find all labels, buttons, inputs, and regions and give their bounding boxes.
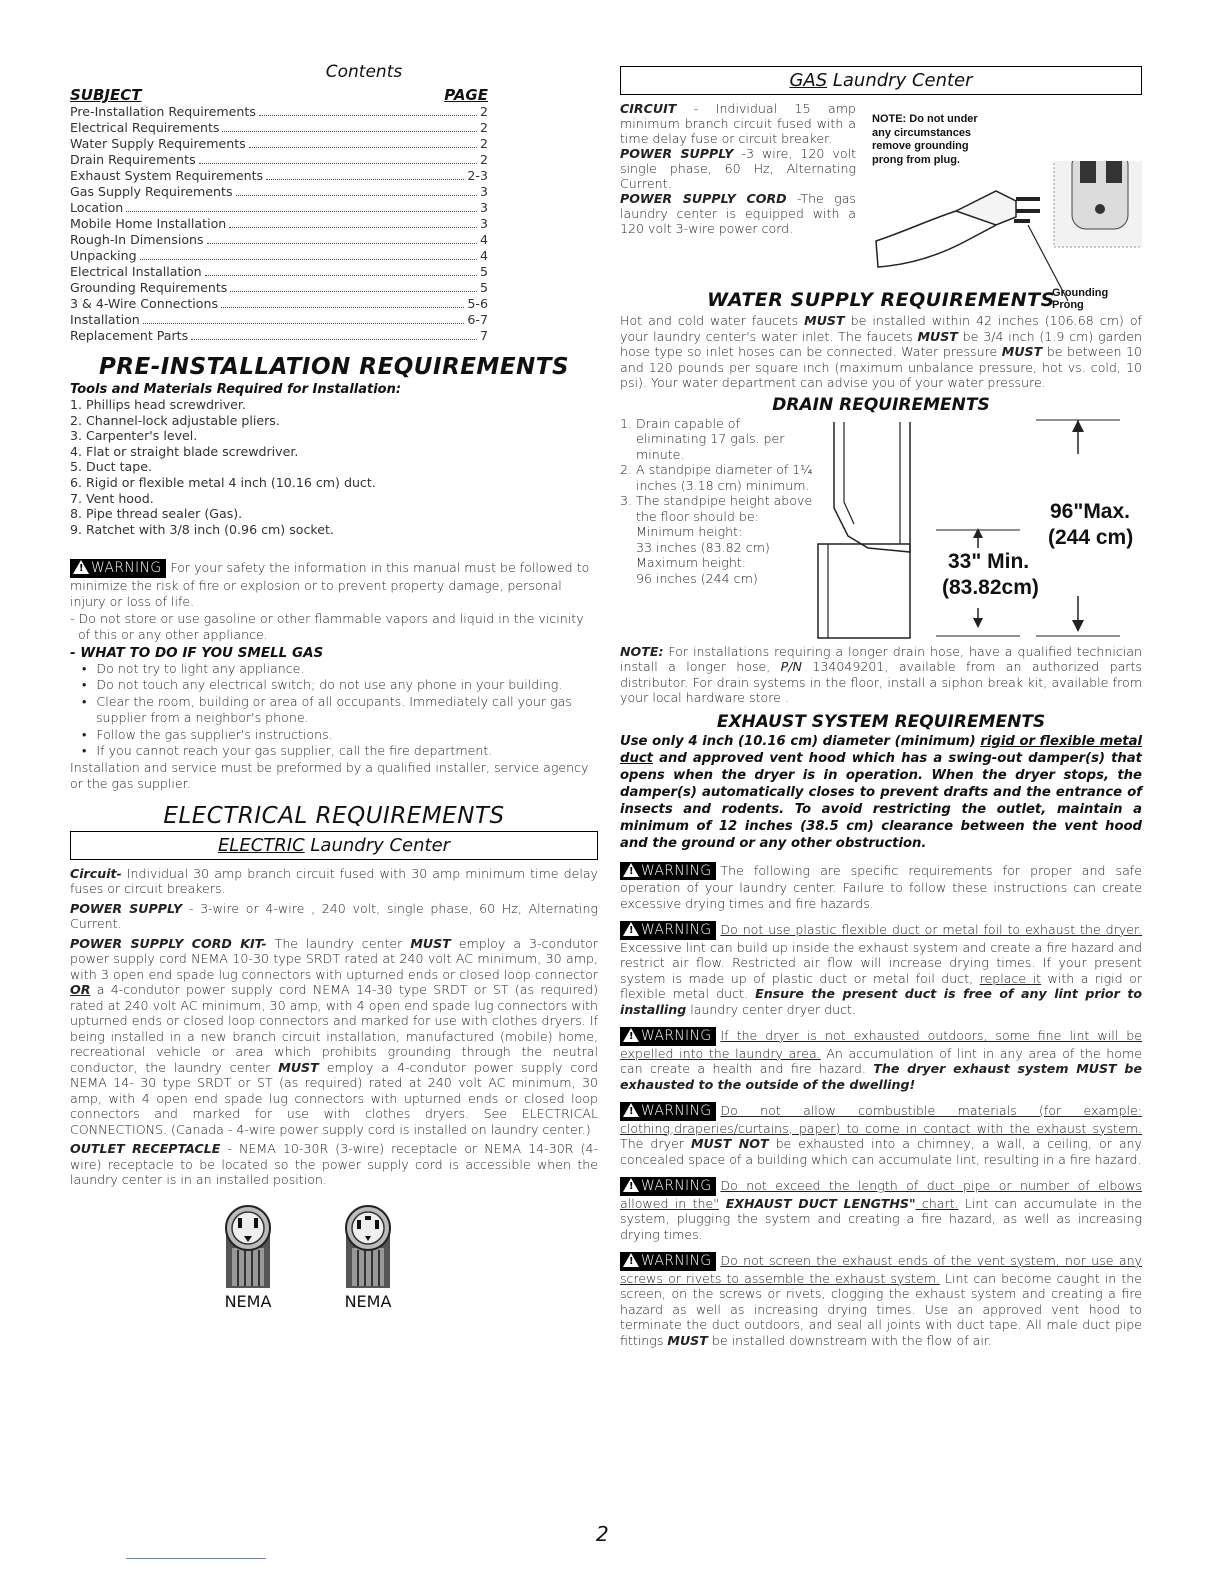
warning-triangle-icon xyxy=(623,922,639,936)
drain-max-value: 96 inches (244 cm) xyxy=(636,570,758,586)
no-store-text: - Do not store or use gasoline or other flammable vapors and liquid in the vicinity of this or any other appliance. xyxy=(70,610,584,643)
toc-row xyxy=(70,120,488,136)
toc-leader xyxy=(199,163,477,164)
electric-title-b: Laundry Center xyxy=(304,834,451,856)
dim-max-cm: (244 cm) xyxy=(1048,525,1134,549)
toc-subject: Exhaust System Requirements xyxy=(70,168,264,183)
toc-page: 3 xyxy=(479,200,488,215)
toc-row xyxy=(70,168,488,184)
tool-item: 8. Pipe thread sealer (Gas). xyxy=(70,506,243,522)
toc-subject: Grounding Requirements xyxy=(70,280,228,295)
smell-gas-item: • Do not try to light any appliance. xyxy=(70,661,598,678)
toc-subject: Pre-Installation Requirements xyxy=(70,104,256,119)
drain-min-label: Minimum height: xyxy=(636,524,743,539)
nema-images xyxy=(218,1204,598,1311)
left-column xyxy=(70,62,598,1311)
electric-laundry-box xyxy=(70,831,598,860)
toc-row xyxy=(70,312,488,328)
drain-diagram xyxy=(814,416,1142,648)
warning-triangle-icon xyxy=(623,863,639,877)
toc-leader xyxy=(230,291,477,292)
toc-leader xyxy=(222,131,477,132)
smell-gas-list xyxy=(70,661,598,760)
nema-label-2: NEMA xyxy=(344,1291,392,1311)
pre-install-heading: PRE-INSTALLATION REQUIREMENTS xyxy=(98,354,570,380)
toc-leader xyxy=(143,323,465,324)
electric-title-a: ELECTRIC xyxy=(217,834,305,856)
toc-row xyxy=(70,184,488,200)
toc-subject: Electrical Requirements xyxy=(70,120,220,135)
gas-laundry-box xyxy=(620,66,1142,95)
toc-leader xyxy=(126,211,477,212)
drain-max-label: Maximum height: xyxy=(636,555,747,570)
warning-badge: !WARNING xyxy=(620,862,716,881)
toc-page: 5 xyxy=(479,280,488,295)
drain-item: 1. Drain capable of eliminating 17 gals. per minute. xyxy=(620,415,785,462)
toc-leader xyxy=(266,179,464,180)
warning-text: For your safety the information in this manual must be followed to minimize the risk of fire or explosion or to prevent property damage, personal injury or loss of life. xyxy=(70,560,590,610)
toc-page: 2 xyxy=(479,152,488,167)
exhaust-heading: EXHAUST SYSTEM REQUIREMENTS xyxy=(716,711,1046,732)
toc-leader xyxy=(259,115,477,116)
page-number: 2 xyxy=(596,1522,609,1546)
electrical-heading: ELECTRICAL REQUIREMENTS xyxy=(163,802,505,829)
gas-text: CIRCUIT - Individual 15 amp minimum branch circuit fused with a time delay fuse or circuit breaker. POWER SUPPLY -3 wire, 120 volt single phase, 60 Hz, Alternating Current. POWER SUPPLY CORD -The gas laundry center is equipped with a 120 volt 3-wire power cord. xyxy=(620,101,857,236)
gas-title-b: Laundry Center xyxy=(827,70,973,91)
warning-badge: !WARNING xyxy=(620,921,716,940)
smell-gas-item: • Clear the room, building or area of all occupants. Immediately call your gas supplier from a neighbor's phone. xyxy=(70,694,598,727)
toc-page: 7 xyxy=(479,328,488,343)
toc-page: 2-3 xyxy=(467,168,488,183)
gas-title-a: GAS xyxy=(789,70,828,91)
nema-3wire-receptacle xyxy=(218,1204,278,1311)
drain-heading: DRAIN REQUIREMENTS xyxy=(772,394,990,415)
toc-subject: Unpacking xyxy=(70,248,137,263)
footer-rule xyxy=(126,1558,266,1559)
nema-label-1: NEMA xyxy=(224,1291,272,1311)
toc-row xyxy=(70,296,488,312)
drain-text xyxy=(620,416,814,648)
tool-item: 3. Carpenter's level. xyxy=(70,428,198,444)
dim-min-cm: (83.82cm) xyxy=(942,575,1039,599)
electric-cord-kit: POWER SUPPLY CORD KIT- The laundry center MUST employ a 3-condutor power supply cord NEMA 10-30 type SRDT rated at 240 volt AC minimum, 30 amp, with 3 open end spade lug connectors with upturned ends or closed loop connector OR a 4-condutor power supply cord NEMA 14-30 type SRDT or ST (as required) rated at 240 volt AC minimum, 30 amp, with 4 open end spade lug connectors with upturned ends or closed loop connectors and marked for use with clothes dryers. If being installed in a new branch circuit installation, manufactured (mobile) home, recreational vehicle or area which prohibits grounding through the neutral conductor, the laundry center MUST employ a 4-condutor power supply cord NEMA 14- 30 type SRDT or ST (as required) rated at 240 volt AC minimum, 30 amp, with 4 open end spade lug connectors with upturned ends or closed loop connectors and marked for use with clothes dryers. See ELECTRICAL CONNECTIONS. (Canada - 4-wire power supply cord is installed on laundry center.) xyxy=(70,935,599,1137)
toc-page: 2 xyxy=(479,120,488,135)
warning-badge: !WARNING xyxy=(620,1252,716,1271)
toc-header xyxy=(70,86,488,104)
safety-warning xyxy=(70,559,598,611)
toc-page: 5-6 xyxy=(467,296,488,311)
toc-page-label: PAGE xyxy=(444,86,488,104)
toc-page: 2 xyxy=(479,136,488,151)
warning-badge: !WARNING xyxy=(620,1177,716,1196)
toc-leader xyxy=(191,339,477,340)
toc-leader xyxy=(207,243,477,244)
toc-subject-label: SUBJECT xyxy=(70,86,142,104)
toc-row xyxy=(70,152,488,168)
drain-min-value: 33 inches (83.82 cm) xyxy=(636,539,770,555)
smell-gas-item: • Do not touch any electrical switch; do not use any phone in your building. xyxy=(70,677,598,694)
toc-subject: Installation xyxy=(70,312,140,327)
warning-triangle-icon xyxy=(623,1028,639,1042)
tool-item: 6. Rigid or flexible metal 4 inch (10.16 cm) duct. xyxy=(70,474,376,490)
toc-row xyxy=(70,328,488,344)
install-note: Installation and service must be preformed by a qualified installer, service agency or the gas supplier. xyxy=(70,759,589,792)
toc-subject: Electrical Installation xyxy=(70,264,202,279)
warning-badge: !WARNING xyxy=(620,1102,716,1121)
drain-note: NOTE: For installations requiring a longer drain hose, have a qualified technician install a longer hose, P/N 134049201, available from an authorized parts distributor. For drain systems in the floor, install a siphon break kit, available from your local hardware store . xyxy=(620,643,1142,705)
dim-max-label: 96"Max. xyxy=(1050,499,1131,523)
toc-page: 5 xyxy=(479,264,488,279)
water-heading: WATER SUPPLY REQUIREMENTS xyxy=(707,289,1055,311)
warning-triangle-icon xyxy=(623,1178,639,1192)
nema-4wire-receptacle xyxy=(338,1204,398,1311)
grounding-prong-label: Grounding Prong xyxy=(1052,287,1109,311)
right-column xyxy=(620,62,1142,1348)
toc-row xyxy=(70,216,488,232)
tool-item: 2. Channel-lock adjustable pliers. xyxy=(70,412,280,428)
toc-subject: Mobile Home Installation xyxy=(70,216,227,231)
toc-leader xyxy=(221,307,464,308)
outlet-receptacle: OUTLET RECEPTACLE - NEMA 10-30R (3-wire) receptacle or NEMA 14-30R (4-wire) receptacle to be located so the power supply cord is accessible when the laundry center is in an installed position. xyxy=(70,1141,599,1188)
toc-row xyxy=(70,200,488,216)
toc-leader xyxy=(229,227,477,228)
tools-list xyxy=(70,397,598,537)
table-of-contents xyxy=(70,104,598,344)
water-text: Hot and cold water faucets MUST be installed within 42 inches (106.68 cm) of your laundry center's water inlet. The faucets MUST be 3/4 inch (1.9 cm) garden hose type so inlet hoses can be connected. Water pressure MUST be between 10 and 120 pounds per square inch (maximum unbalance pressure, hot vs. cold, 10 psi). Your water department can advise you of your water pressure. xyxy=(620,313,1142,390)
exhaust-warning-3: !WARNING If the dryer is not exhausted outdoors, some fine lint will be expelled into the laundry area. An accumulation of lint in any area of the home can create a health and fire hazard. The dryer exhaust system MUST be exhausted to the outside of the dwelling! xyxy=(620,1027,1142,1092)
warning-badge: !WARNING xyxy=(70,559,166,578)
toc-page: 6-7 xyxy=(467,312,488,327)
toc-page: 2 xyxy=(479,104,488,119)
smell-gas-item: • Follow the gas supplier's instructions. xyxy=(70,727,598,744)
toc-leader xyxy=(140,259,477,260)
dim-min-label: 33" Min. xyxy=(948,549,1030,573)
drain-section xyxy=(620,416,1142,648)
tool-item: 1. Phillips head screwdriver. xyxy=(70,397,246,412)
drain-item: 3. The standpipe height above the floor should be: xyxy=(620,493,813,524)
warning-triangle-icon xyxy=(623,1253,639,1267)
smell-gas-heading: - WHAT TO DO IF YOU SMELL GAS xyxy=(70,644,324,661)
drain-items xyxy=(620,416,814,525)
smell-gas-item: • If you cannot reach your gas supplier, call the fire department. xyxy=(70,743,598,760)
receptacle-3wire-icon xyxy=(218,1204,278,1290)
toc-page: 4 xyxy=(479,232,488,247)
toc-row xyxy=(70,264,488,280)
contents-title: Contents xyxy=(325,62,403,82)
toc-leader xyxy=(249,147,477,148)
tool-item: 7. Vent hood. xyxy=(70,490,154,506)
warning-triangle-icon xyxy=(73,560,89,574)
warning-triangle-icon xyxy=(623,1103,639,1117)
toc-subject: 3 & 4-Wire Connections xyxy=(70,296,219,311)
toc-subject: Water Supply Requirements xyxy=(70,136,246,151)
toc-page: 3 xyxy=(479,216,488,231)
toc-subject: Rough-In Dimensions xyxy=(70,232,204,247)
toc-page: 3 xyxy=(479,184,488,199)
plug-outlet-icon xyxy=(866,161,1142,301)
tool-item: 9. Ratchet with 3/8 inch (0.96 cm) socket. xyxy=(70,521,334,537)
electric-power-supply: POWER SUPPLY - 3-wire or 4-wire , 240 volt, single phase, 60 Hz, Alternating Current. xyxy=(70,900,598,932)
tool-item: 4. Flat or straight blade screwdriver. xyxy=(70,443,299,459)
exhaust-intro: Use only 4 inch (10.16 cm) diameter (minimum) rigid or flexible metal duct and approved vent hood which has a swing-out damper(s) that opens when the dryer is in operation. When the dryer stops, the damper(s) automatically closes to prevent drafts and the entrance of insects and rodents. To avoid restricting the outlet, maintain a minimum of 12 inches (38.5 cm) clearance between the vent hood and the ground or any other obstruction. xyxy=(620,733,1142,851)
exhaust-warning-6: !WARNING Do not screen the exhaust ends of the vent system, nor use any screws or rivets to assemble the exhaust system. Lint can become caught in the screen, on the screws or rivets, clogging the exhaust system and creating a fire hazard as well as increasing drying times. Use an approved vent hood to terminate the duct outdoors, and seal all joints with duct tape. All male duct pipe fittings MUST be installed downstream with the flow of air. xyxy=(620,1252,1142,1348)
tools-heading: Tools and Materials Required for Installation: xyxy=(70,382,402,397)
toc-subject: Replacement Parts xyxy=(70,328,189,343)
toc-subject: Location xyxy=(70,200,124,215)
toc-row xyxy=(70,104,488,120)
exhaust-warning-5: !WARNING Do not exceed the length of duct pipe or number of elbows allowed in the" EXHAUST DUCT LENGTHS" chart. Lint can accumulate in the system, plugging the system and creating a fire hazard, as well as increasing drying times. xyxy=(620,1177,1142,1242)
toc-row xyxy=(70,280,488,296)
tool-item: 5. Duct tape. xyxy=(70,459,152,475)
toc-page: 4 xyxy=(479,248,488,263)
receptacle-4wire-icon xyxy=(338,1204,398,1290)
toc-leader xyxy=(205,275,477,276)
toc-row xyxy=(70,232,488,248)
toc-subject: Drain Requirements xyxy=(70,152,196,167)
exhaust-warning-2: !WARNING Do not use plastic flexible duct or metal foil to exhaust the dryer. Excessive lint can build up inside the exhaust system and create a fire hazard and restrict air flow. Restricted air flow will increase drying times. If your present system is made up of plastic duct or metal foil duct, replace it with a rigid or flexible metal duct. Ensure the present duct is free of any lint prior to installing laundry center dryer duct. xyxy=(620,921,1142,1017)
toc-leader xyxy=(236,195,477,196)
exhaust-warning-4: !WARNING Do not allow combustible materials (for example: clothing,draperies/curtains, paper) to come in contact with the exhaust system. The dryer MUST NOT be exhausted into a chimney, a wall, a ceiling, or any concealed space of a building which can accumulate lint, resulting in a fire hazard. xyxy=(620,1102,1142,1167)
electric-circuit: Circuit- Individual 30 amp branch circuit fused with 30 amp minimum time delay fuses or circuit breakers. xyxy=(70,865,598,897)
toc-row xyxy=(70,136,488,152)
ground-prong-note: NOTE: Do not under any circumstances remove grounding prong from plug. xyxy=(872,113,978,166)
drain-item: 2. A standpipe diameter of 1¼ inches (3.18 cm) minimum. xyxy=(620,462,813,493)
toc-subject: Gas Supply Requirements xyxy=(70,184,233,199)
exhaust-warning-1: !WARNING The following are specific requirements for proper and safe operation of your laundry center. Failure to follow these instructions can create excessive drying times and fire hazards. xyxy=(620,862,1142,912)
warning-badge: !WARNING xyxy=(620,1027,716,1046)
toc-row xyxy=(70,248,488,264)
